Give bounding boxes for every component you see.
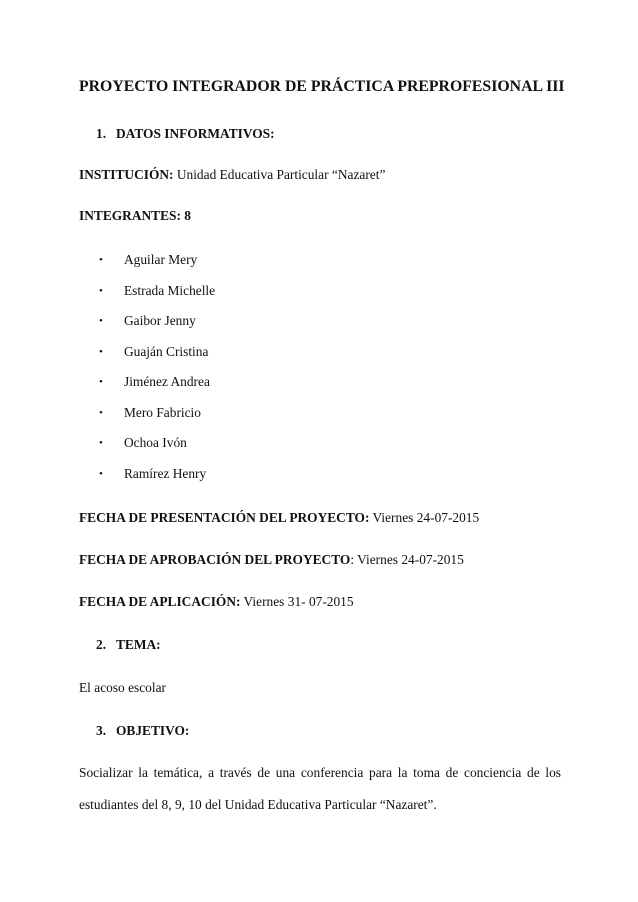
list-item: Aguilar Mery — [124, 252, 198, 267]
bullet-icon: • — [99, 315, 103, 327]
list-item: Jiménez Andrea — [124, 374, 210, 389]
section-2-heading: TEMA: — [116, 637, 161, 652]
document-title: PROYECTO INTEGRADOR DE PRÁCTICA PREPROFESIONAL III — [79, 78, 565, 95]
bullet-icon: • — [99, 437, 103, 449]
bullet-icon: • — [99, 468, 103, 480]
section-1-number: 1. — [96, 126, 107, 141]
fecha-aprobacion-line — [79, 552, 464, 568]
tema-text: El acoso escolar — [79, 680, 166, 695]
list-item: Mero Fabricio — [124, 405, 201, 420]
fecha-aplicacion-label: FECHA DE APLICACIÓN: — [79, 594, 241, 609]
bullet-icon: • — [99, 376, 103, 388]
institucion-value: Unidad Educativa Particular “Nazaret” — [173, 167, 386, 182]
bullet-icon: • — [99, 254, 103, 266]
list-item: Ochoa Ivón — [124, 435, 187, 450]
list-item: Gaibor Jenny — [124, 313, 196, 328]
fecha-presentacion-value: Viernes 24-07-2015 — [369, 510, 480, 525]
fecha-aprobacion-value: : Viernes 24-07-2015 — [350, 552, 464, 567]
objetivo-line-2: estudiantes del 8, 9, 10 del Unidad Educativa Particular “Nazaret”. — [79, 797, 437, 812]
objetivo-line-1: Socializar la temática, a través de una conferencia para la toma de conciencia de los — [79, 765, 561, 780]
fecha-presentacion-line — [79, 510, 479, 526]
bullet-icon: • — [99, 407, 103, 419]
fecha-aplicacion-line — [79, 594, 354, 610]
section-3-number: 3. — [96, 723, 107, 738]
institucion-label: INSTITUCIÓN: — [79, 167, 174, 182]
fecha-presentacion-label: FECHA DE PRESENTACIÓN DEL PROYECTO: — [79, 510, 370, 525]
institucion-line — [79, 167, 385, 183]
integrantes-label: INTEGRANTES: 8 — [79, 208, 191, 223]
list-item: Ramírez Henry — [124, 466, 207, 481]
list-item: Guaján Cristina — [124, 344, 209, 359]
fecha-aplicacion-value: Viernes 31- 07-2015 — [240, 594, 354, 609]
fecha-aprobacion-label: FECHA DE APROBACIÓN DEL PROYECTO — [79, 552, 351, 567]
bullet-icon: • — [99, 346, 103, 358]
bullet-icon: • — [99, 285, 103, 297]
section-3-heading: OBJETIVO: — [116, 723, 190, 738]
section-2-number: 2. — [96, 637, 107, 652]
section-1-heading: DATOS INFORMATIVOS: — [116, 126, 275, 141]
list-item: Estrada Michelle — [124, 283, 216, 298]
